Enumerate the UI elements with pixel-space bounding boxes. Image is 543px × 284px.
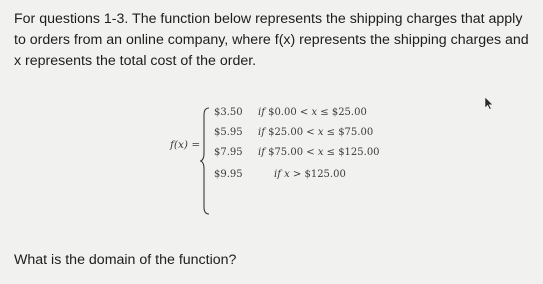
case-condition: if x > $125.00	[274, 169, 346, 180]
question-text: What is the domain of the function?	[14, 252, 237, 268]
case-value: $5.95	[214, 127, 243, 138]
function-label: f(x) =	[170, 139, 201, 151]
intro-paragraph: For questions 1-3. The function below represents the shipping charges that apply to orders from an online company, where f(x) represents the shipping charges and x represents the total cost of the order.	[14, 11, 529, 69]
case-value: $9.95	[214, 169, 243, 180]
case-condition: if $25.00 < x ≤ $75.00	[258, 127, 374, 138]
case-value: $3.50	[214, 107, 243, 118]
left-brace	[200, 107, 210, 215]
case-condition: if $0.00 < x ≤ $25.00	[258, 107, 367, 118]
case-condition: if $75.00 < x ≤ $125.00	[258, 147, 380, 158]
piecewise-function	[170, 107, 430, 219]
case-value: $7.95	[214, 147, 243, 158]
mouse-pointer-icon	[484, 96, 494, 110]
